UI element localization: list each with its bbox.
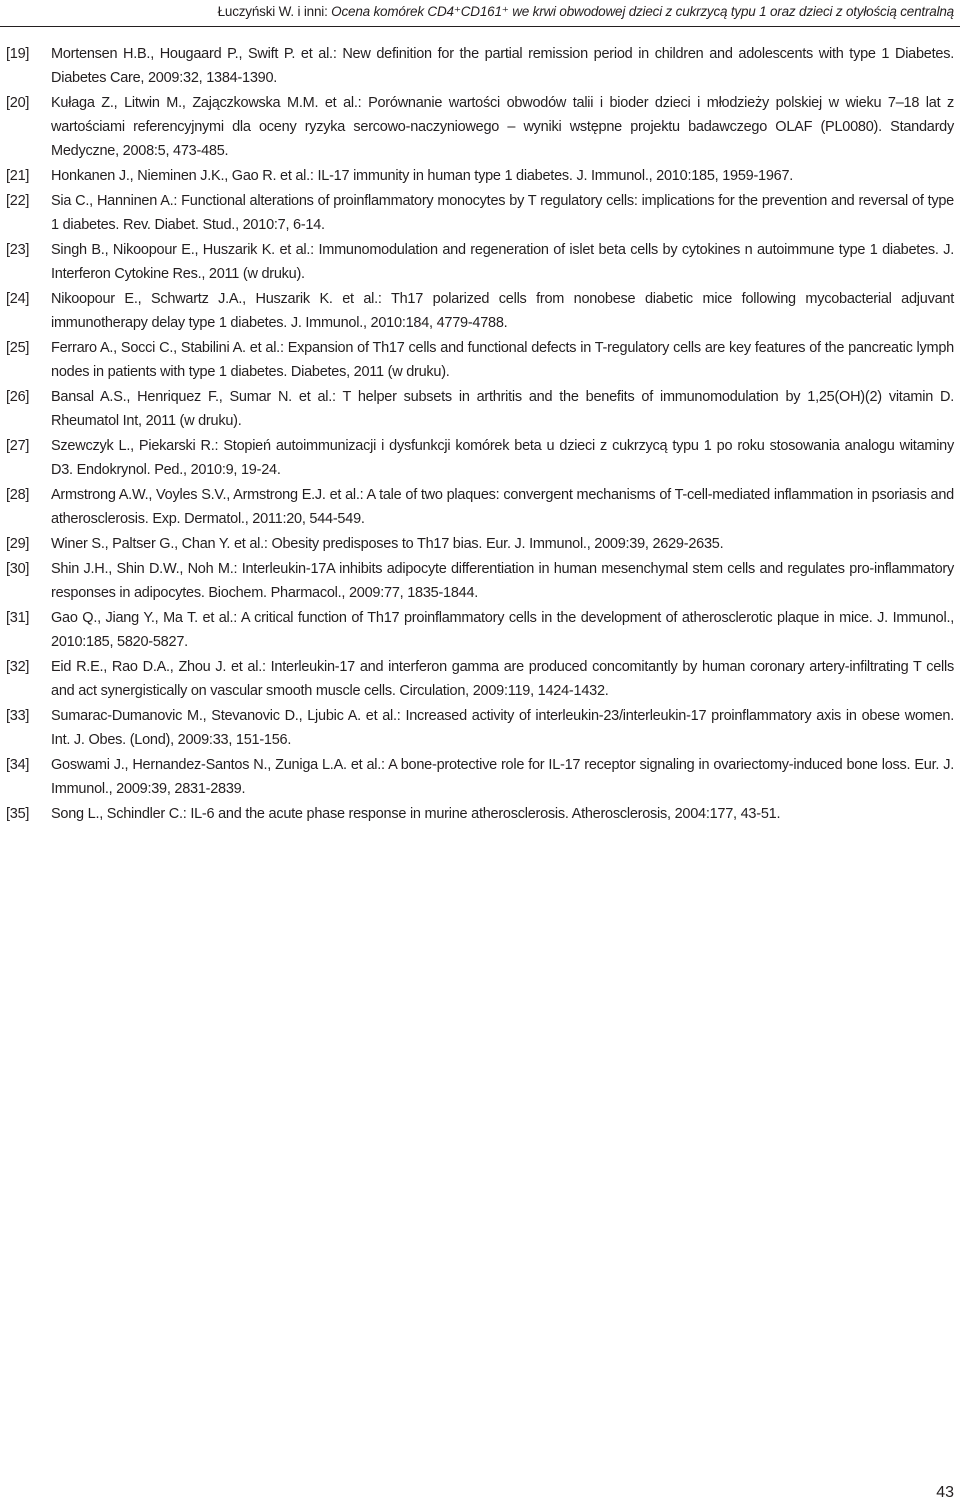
reference-number: [28]	[6, 487, 30, 503]
reference-item	[0, 704, 954, 752]
reference-number: [27]	[6, 438, 30, 454]
reference-text: Ferraro A., Socci C., Stabilini A. et al.: Expansion of Th17 cells and functional defects in T-regulatory cells are key features of the pancreatic lymph nodes in patients with type 1 diabetes. Diabetes, 2011 (w druku).	[51, 340, 954, 380]
reference-item	[0, 189, 954, 237]
reference-text: Eid R.E., Rao D.A., Zhou J. et al.: Interleukin-17 and interferon gamma are produced concomitantly by human coronary artery-infiltrating T cells and act synergistically on vascular smooth muscle cells. Circulation, 2009:119, 1424-1432.	[51, 659, 954, 699]
reference-item	[0, 336, 954, 384]
reference-number: [30]	[6, 561, 30, 577]
reference-number: [26]	[6, 389, 30, 405]
reference-text: Sia C., Hanninen A.: Functional alterations of proinflammatory monocytes by T regulatory cells: implications for the prevention and reversal of type 1 diabetes. Rev. Diabet. Stud., 2010:7, 6-14.	[51, 193, 954, 233]
reference-text: Singh B., Nikoopour E., Huszarik K. et al.: Immunomodulation and regeneration of islet beta cells by cytokines n autoimmune type 1 diabetes. J. Interferon Cytokine Res., 2011 (w druku).	[51, 242, 954, 282]
running-header-title: Ocena komórek CD4⁺CD161⁺ we krwi obwodowej dzieci z cukrzycą typu 1 oraz dzieci z otyłością centralną	[331, 4, 954, 19]
running-header	[218, 4, 954, 20]
reference-number: [33]	[6, 708, 30, 724]
reference-text: Winer S., Paltser G., Chan Y. et al.: Obesity predisposes to Th17 bias. Eur. J. Immunol., 2009:39, 2629-2635.	[51, 536, 724, 552]
reference-text: Gao Q., Jiang Y., Ma T. et al.: A critical function of Th17 proinflammatory cells in the development of atherosclerotic plaque in mice. J. Immunol., 2010:185, 5820-5827.	[51, 610, 954, 650]
reference-number: [20]	[6, 95, 30, 111]
reference-item	[0, 483, 954, 531]
reference-number: [34]	[6, 757, 30, 773]
reference-number: [22]	[6, 193, 30, 209]
reference-text: Mortensen H.B., Hougaard P., Swift P. et al.: New definition for the partial remission period in children and adolescents with type 1 Diabetes. Diabetes Care, 2009:32, 1384-1390.	[51, 46, 954, 86]
reference-item	[0, 532, 954, 556]
reference-item	[0, 385, 954, 433]
reference-number: [32]	[6, 659, 30, 675]
reference-list	[0, 42, 954, 827]
reference-item	[0, 606, 954, 654]
reference-text: Szewczyk L., Piekarski R.: Stopień autoimmunizacji i dysfunkcji komórek beta u dzieci z cukrzycą typu 1 po roku stosowania analogu witaminy D3. Endokrynol. Ped., 2010:9, 19-24.	[51, 438, 954, 478]
reference-number: [24]	[6, 291, 30, 307]
reference-item	[0, 164, 954, 188]
reference-item	[0, 238, 954, 286]
reference-text: Honkanen J., Nieminen J.K., Gao R. et al.: IL-17 immunity in human type 1 diabetes. J. Immunol., 2010:185, 1959-1967.	[51, 168, 794, 184]
reference-number: [31]	[6, 610, 30, 626]
reference-item	[0, 802, 954, 826]
reference-text: Shin J.H., Shin D.W., Noh M.: Interleukin-17A inhibits adipocyte differentiation in human mesenchymal stem cells and regulates pro-inflammatory responses in adipocytes. Biochem. Pharmacol., 2009:77, 1835-1844.	[51, 561, 954, 601]
reference-number: [25]	[6, 340, 30, 356]
reference-item	[0, 91, 954, 163]
reference-text: Song L., Schindler C.: IL-6 and the acute phase response in murine atherosclerosis. Atherosclerosis, 2004:177, 43-51.	[51, 806, 781, 822]
reference-text: Nikoopour E., Schwartz J.A., Huszarik K. et al.: Th17 polarized cells from nonobese diabetic mice following mycobacterial adjuvant immunotherapy delay type 1 diabetes. J. Immunol., 2010:184, 4779-4788.	[51, 291, 954, 331]
reference-number: [21]	[6, 168, 30, 184]
reference-item	[0, 655, 954, 703]
reference-text: Armstrong A.W., Voyles S.V., Armstrong E.J. et al.: A tale of two plaques: convergent mechanisms of T-cell-mediated inflammation in psoriasis and atherosclerosis. Exp. Dermatol., 2011:20, 544-549.	[51, 487, 954, 527]
reference-text: Goswami J., Hernandez-Santos N., Zuniga L.A. et al.: A bone-protective role for IL-17 receptor signaling in ovariectomy-induced bone loss. Eur. J. Immunol., 2009:39, 2831-2839.	[51, 757, 954, 797]
page-number: 43	[936, 1484, 954, 1501]
reference-item	[0, 287, 954, 335]
reference-number: [29]	[6, 536, 30, 552]
reference-text: Kułaga Z., Litwin M., Zajączkowska M.M. et al.: Porównanie wartości obwodów talii i bioder dzieci i młodzieży polskiej w wieku 7–18 lat z wartościami referencyjnymi dla oceny ryzyka sercowo-naczyniowego – wyniki wstępne projektu badawczego OLAF (PL0080). Standardy Medyczne, 2008:5, 473-485.	[51, 95, 954, 159]
reference-number: [35]	[6, 806, 30, 822]
reference-number: [23]	[6, 242, 30, 258]
reference-item	[0, 42, 954, 90]
reference-item	[0, 753, 954, 801]
running-header-author: Łuczyński W. i inni:	[217, 4, 332, 19]
reference-text: Sumarac-Dumanovic M., Stevanovic D., Ljubic A. et al.: Increased activity of interleukin-23/interleukin-17 proinflammatory axis in obese women. Int. J. Obes. (Lond), 2009:33, 151-156.	[51, 708, 954, 748]
reference-text: Bansal A.S., Henriquez F., Sumar N. et al.: T helper subsets in arthritis and the benefits of immunomodulation by 1,25(OH)(2) vitamin D. Rheumatol Int, 2011 (w druku).	[51, 389, 954, 429]
reference-number: [19]	[6, 46, 30, 62]
header-rule	[0, 26, 960, 27]
reference-item	[0, 557, 954, 605]
reference-item	[0, 434, 954, 482]
